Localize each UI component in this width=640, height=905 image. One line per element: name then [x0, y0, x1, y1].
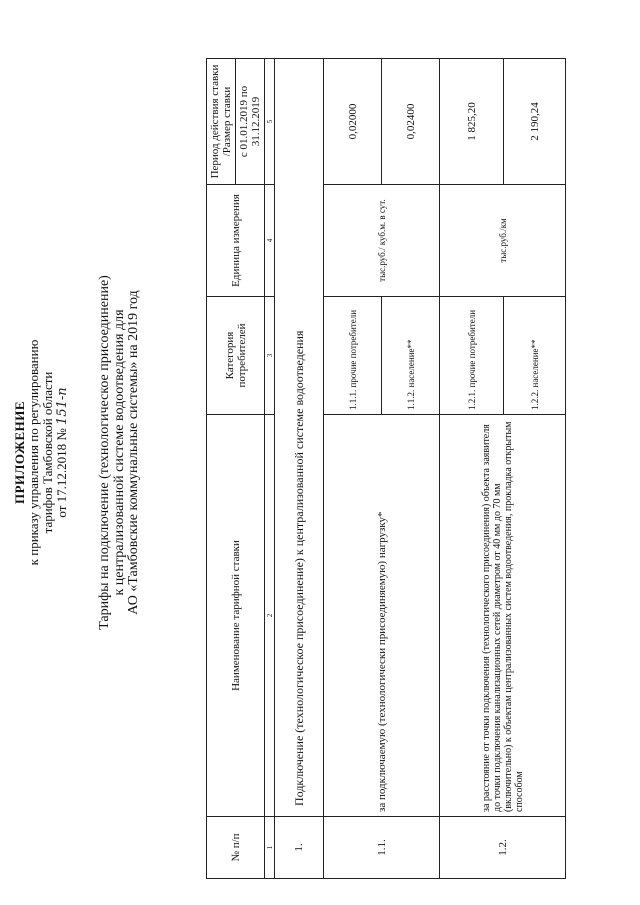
- header-period-dates: с 01.01.2019 по 31.12.2019: [236, 59, 265, 185]
- section-title: Подключение (технологическое присоединение) к централизованной системе водоотведения: [275, 59, 324, 817]
- header-unit: Единица измерения: [207, 185, 265, 297]
- col-number: 5: [265, 59, 275, 185]
- row-rate: 0,02400: [382, 59, 440, 185]
- section-num: 1.: [275, 817, 324, 879]
- row-rate: 2 190,24: [504, 59, 566, 185]
- row-rate: 0,02000: [324, 59, 382, 185]
- order-line-1: к приказу управления по регулированию: [26, 339, 41, 566]
- document-title: [98, 0, 142, 905]
- row-rate: 1 825,20: [440, 59, 504, 185]
- header-name: Наименование тарифной ставки: [207, 415, 265, 817]
- header-num: № п/п: [207, 817, 265, 879]
- col-number: 4: [265, 185, 275, 297]
- order-date: от 17.12.2018 №: [54, 428, 69, 518]
- row-category: 1.1.2. население**: [382, 297, 440, 415]
- row-name: за расстояние от точки подключения (технологического присоединения) объекта заявителя до точки подключения канализационных сетей диаметром от 40 мм до 70 мм (включительно) к объектам централизованных систем водоотведения, прокладка открытым способом: [440, 415, 566, 817]
- header-category: Категория потребителей: [207, 297, 265, 415]
- row-name: за подключаемую (технологически присоединяемую) нагрузку*: [324, 415, 440, 817]
- table-row: [440, 59, 504, 879]
- order-line-2: тарифов Тамбовской области: [40, 371, 55, 534]
- row-category: 1.2.1. прочие потребители: [440, 297, 504, 415]
- table-row: [324, 59, 382, 879]
- column-number-row: [265, 59, 275, 879]
- row-category: 1.2.2. население**: [504, 297, 566, 415]
- col-number: 2: [265, 415, 275, 817]
- section-row: [275, 59, 324, 879]
- col-number: 3: [265, 297, 275, 415]
- appendix-header: [12, 0, 70, 905]
- title-line-3: АО «Тамбовские коммунальные системы» на 2019 год: [126, 290, 141, 615]
- row-num: 1.1.: [324, 817, 440, 879]
- row-unit: тыс.руб./км: [440, 185, 566, 297]
- order-number-handwritten: 151-п: [55, 387, 70, 425]
- table-header-row: [207, 59, 236, 879]
- row-category: 1.1.1. прочие потребители: [324, 297, 382, 415]
- col-number: 1: [265, 817, 275, 879]
- order-line-3: [55, 0, 70, 905]
- tariff-table: [206, 58, 566, 879]
- header-period: Период действия ставки /Размер ставки: [207, 59, 236, 185]
- row-num: 1.2.: [440, 817, 566, 879]
- title-line-1: Тарифы на подключение (технологическое присоединение): [97, 275, 112, 630]
- row-unit: тыс.руб./ куб.м. в сут.: [324, 185, 440, 297]
- appendix-title: ПРИЛОЖЕНИЕ: [12, 400, 27, 505]
- title-line-2: к централизованной системе водоотведения для: [111, 309, 127, 596]
